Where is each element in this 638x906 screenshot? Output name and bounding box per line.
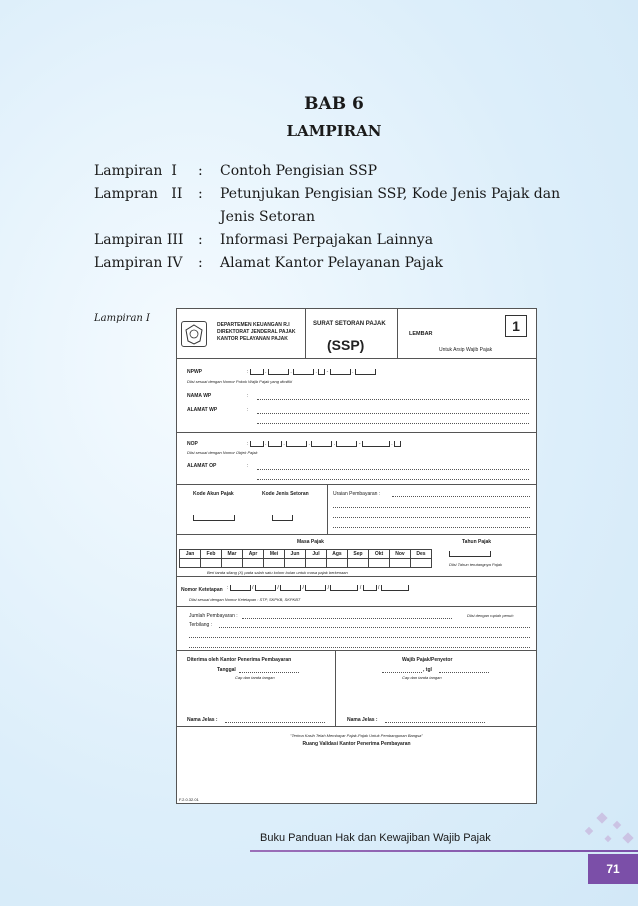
- tahun-pajak-label: Tahun Pajak: [462, 539, 492, 545]
- tahun-note: Diisi Tahun terutangnya Pajak: [449, 562, 502, 567]
- ketetapan-label: Nomor Ketetapan: [181, 587, 223, 593]
- lampiran-row: Lampran II : Petunjukan Pengisian SSP, Kode Jenis Pajak dan: [94, 186, 561, 202]
- masa-note: Beri tanda silang (X) pada salah satu kolom bulan untuk masa pajak berkenaan: [207, 570, 348, 575]
- lampiran-row: Jenis Setoran: [220, 209, 316, 225]
- cap-label-1: Cap dan tanda tangan: [235, 675, 275, 680]
- lembar-label: LEMBAR: [409, 331, 433, 337]
- wajib-label: Wajib Pajak/Penyetor: [402, 657, 453, 663]
- jumlah-section: [177, 607, 536, 651]
- page-number: 71: [588, 854, 638, 884]
- lampiran-row: Lampiran I : Contoh Pengisian SSP: [94, 163, 378, 179]
- ruang-validasi: Ruang Validasi Kantor Penerima Pembayaran: [302, 741, 411, 747]
- month-cell[interactable]: Des: [411, 550, 432, 559]
- lembar-note: Untuk Arsip Wajib Pajak: [439, 347, 493, 353]
- jumlah-note: Diisi dengan rupiah penuh: [467, 613, 514, 618]
- form-header: [177, 309, 536, 359]
- decorative-pattern: [498, 812, 638, 852]
- masa-pajak-label: Masa Pajak: [297, 539, 324, 545]
- form-code: F.2.0.32.01: [179, 797, 199, 802]
- alamat-op-label: ALAMAT OP: [187, 463, 217, 469]
- jumlah-label: Jumlah Pembayaran :: [189, 613, 238, 619]
- ketetapan-note: Diisi sesuai dengan Nomor Ketetapan : STP, SKPKB, SKPKBT: [189, 597, 301, 602]
- month-table: [179, 549, 432, 568]
- cap-label-2: Cap dan tanda tangan: [402, 675, 442, 680]
- nama-jelas-1: Nama Jelas :: [187, 717, 218, 723]
- lembar-number: 1: [505, 315, 527, 337]
- thanks-text: "Terima Kasih Telah Membayar Pajak-Pajak Untuk Pembangunan Bangsa": [290, 733, 423, 738]
- month-cell[interactable]: Jan: [180, 550, 201, 559]
- month-cell[interactable]: Ags: [327, 550, 348, 559]
- alamat-wp-label: ALAMAT WP: [187, 407, 218, 413]
- month-cell[interactable]: Mar: [222, 550, 243, 559]
- tgl-label: , tgl: [423, 667, 432, 673]
- org-line3: KANTOR PELAYANAN PAJAK: [217, 336, 288, 342]
- kode-section: [177, 485, 536, 535]
- diterima-label: Diterima oleh Kantor Penerima Pembayaran: [187, 657, 292, 663]
- footer-title: Buku Panduan Hak dan Kewajiban Wajib Pajak: [260, 832, 491, 844]
- chapter-title: LAMPIRAN: [286, 122, 382, 140]
- nama-jelas-2: Nama Jelas :: [347, 717, 378, 723]
- nama-wp-label: NAMA WP: [187, 393, 212, 399]
- validasi-section: [177, 727, 536, 804]
- masa-section: [177, 535, 536, 577]
- nop-note: Diisi sesuai dengan Nomor Objek Pajak: [187, 450, 258, 455]
- month-cell[interactable]: Jun: [285, 550, 306, 559]
- month-cell[interactable]: Sep: [348, 550, 369, 559]
- ssp-form: [176, 308, 537, 804]
- ketetapan-section: Nomor Ketetapan : / / / / / / Diisi sesuai dengan Nomor Ketetapan : STP, SKPKB, SKPKBT: [177, 577, 536, 607]
- lampiran-label: Lampiran I: [94, 313, 150, 324]
- nop-label: NOP: [187, 441, 198, 447]
- month-cell[interactable]: Nov: [390, 550, 411, 559]
- chapter-number: BAB 6: [304, 94, 364, 114]
- footer-line: [250, 850, 638, 852]
- ssp-title: (SSP): [327, 337, 365, 353]
- npwp-label: NPWP: [187, 369, 202, 375]
- lampiran-row: Lampiran III : Informasi Perpajakan Lainnya: [94, 232, 434, 248]
- org-line2: DIREKTORAT JENDERAL PAJAK: [217, 329, 296, 335]
- terbilang-label: Terbilang :: [189, 622, 213, 628]
- kode-akun-label: Kode Akun Pajak: [193, 491, 234, 497]
- form-title: SURAT SETORAN PAJAK: [313, 321, 386, 327]
- uraian-label: Uraian Pembayaran :: [333, 491, 381, 497]
- kode-jenis-label: Kode Jenis Setoran: [262, 491, 309, 497]
- month-cell[interactable]: Feb: [201, 550, 222, 559]
- lampiran-row: Lampiran IV : Alamat Kantor Pelayanan Pajak: [94, 255, 443, 271]
- month-cell[interactable]: Okt: [369, 550, 390, 559]
- month-cell[interactable]: Jul: [306, 550, 327, 559]
- op-section: NOP : . . . . - . Diisi sesuai dengan Nomor Objek Pajak ALAMAT OP :: [177, 433, 536, 485]
- month-cell[interactable]: Apr: [243, 550, 264, 559]
- month-cell[interactable]: Mei: [264, 550, 285, 559]
- wp-section: NPWP : . . . - . Diisi sesuai dengan Nomor Pokok Wajib Pajak yang dimiliki NAMA WP : ALAMAT WP :: [177, 359, 536, 433]
- signature-section: [177, 651, 536, 727]
- npwp-note: Diisi sesuai dengan Nomor Pokok Wajib Pajak yang dimiliki: [187, 379, 293, 384]
- tanggal-label: Tanggal: [217, 667, 236, 673]
- emblem-icon: [181, 321, 207, 347]
- org-line1: DEPARTEMEN KEUANGAN R.I: [217, 322, 290, 328]
